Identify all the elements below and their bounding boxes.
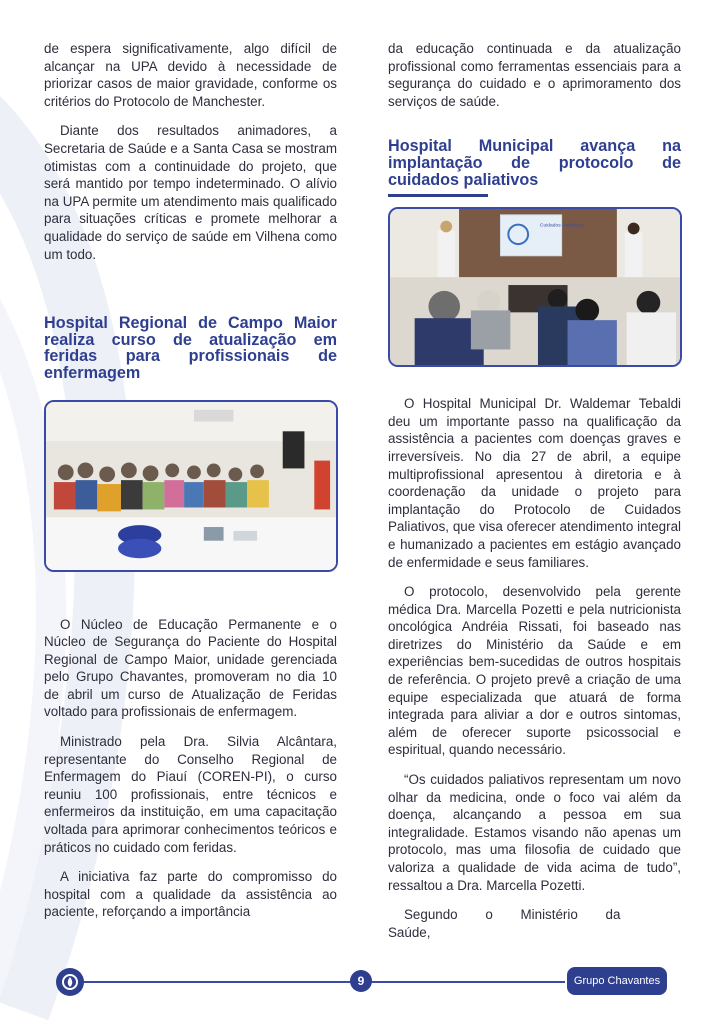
paliativos-paragraph-2: O protocolo, desenvolvido pela gerente médica Dra. Marcella Pozetti e pela nutricionista oncológica Andréia Rissati, foi baseado nas diretrizes do Ministério da Saúde e em experiências bem-sucedidas de outros hospitais de referência. O projeto prevê a criação de uma equipe especializada que atuará de forma integrada para aliviar a dor e outros sintomas, além de oferecer suporte psicossocial e espiritual, quando necessário.	[388, 584, 681, 758]
left-intro-paragraph-2: Diante dos resultados animadores, a Secretaria de Saúde e a Santa Casa se mostram otimistas com a continuidade do projeto, que será mantido por tempo indeterminado. O alívio na UPA permite um atendimento mais qualificado para situações críticas e promete melhorar a qualidade do serviço de saúde em Vilhena como um todo.	[44, 123, 337, 262]
page-number: 9	[350, 970, 372, 992]
paliativos-paragraph-1: O Hospital Municipal Dr. Waldemar Tebaldi deu um importante passo na qualificação da assistência a pacientes com doenças graves e irreversíveis. No dia 27 de abril, a equipe multiprofissional apresentou à diretoria e à coordenação da unidade o projeto para implantação do Protocolo de Cuidados Paliativos, que visa oferecer atendimento integral e humanizado a pacientes em estágio avançado de enfermidade e seus familiares.	[388, 396, 681, 570]
paliativos-paragraph-3: “Os cuidados paliativos representam um novo olhar da medicina, onde o foco vai além da doença, alcançando a pessoa em sua integralidade. Estamos visando não apenas um protocolo, mas uma filosofia de cuidado que valoriza a qualidade de vida acima de tudo”, ressaltou a Dra. Marcella Pozetti.	[388, 772, 681, 893]
photo-palliative-presentation	[388, 207, 682, 367]
left-intro-paragraph-1: de espera significativamente, algo difícil de alcançar na UPA devido à necessidade de priorizar casos de maior gravidade, conforme os critérios do Protocolo de Manchester.	[44, 41, 337, 109]
title-underline	[388, 194, 488, 197]
photo-wound-course	[44, 400, 338, 572]
screen-caption: Cuidados Paliativos	[539, 223, 584, 229]
right-intro-paragraph: da educação continuada e da atualização profissional como ferramentas essenciais para a segurança do cuidado e o aprimoramento dos serviços de saúde.	[388, 41, 681, 109]
presentation-photo-image	[390, 209, 680, 365]
campo-maior-paragraph-2: Ministrado pela Dra. Silvia Alcântara, representante do Conselho Regional de Enfermagem do Piauí (COREN-PI), o curso reuniu 100 profissionais, entre técnicos e enfermeiros da instituição, em uma capacitação voltada para aprimorar conhecimentos teóricos e práticos no cuidado com feridas.	[44, 734, 337, 855]
article-title-cuidados-paliativos: Hospital Municipal avança na implantação de protocolo de cuidados paliativos	[388, 137, 681, 189]
footer-rule	[80, 981, 565, 983]
brand-label: Grupo Chavantes	[567, 967, 667, 995]
paliativos-paragraph-4: Segundo o Ministério da Saúde,	[388, 907, 621, 940]
chavantes-logo-icon	[56, 968, 84, 996]
classroom-photo-image	[46, 402, 336, 570]
right-column	[388, 40, 681, 953]
campo-maior-paragraph-1: O Núcleo de Educação Permanente e o Núcleo de Segurança do Paciente do Hospital Regional de Campo Maior, unidade gerenciada pelo Grupo Chavantes, promoveram no dia 10 de abril um curso de Atualização de Feridas voltado para profissionais de enfermagem.	[44, 616, 337, 720]
page-footer	[0, 962, 725, 1002]
left-column	[44, 40, 337, 933]
campo-maior-paragraph-3: A iniciativa faz parte do compromisso do hospital com a qualidade da assistência ao paciente, reforçando a importância	[44, 869, 337, 920]
article-title-campo-maior: Hospital Regional de Campo Maior realiza curso de atualização em feridas para profissionais de enfermagem	[44, 314, 337, 382]
